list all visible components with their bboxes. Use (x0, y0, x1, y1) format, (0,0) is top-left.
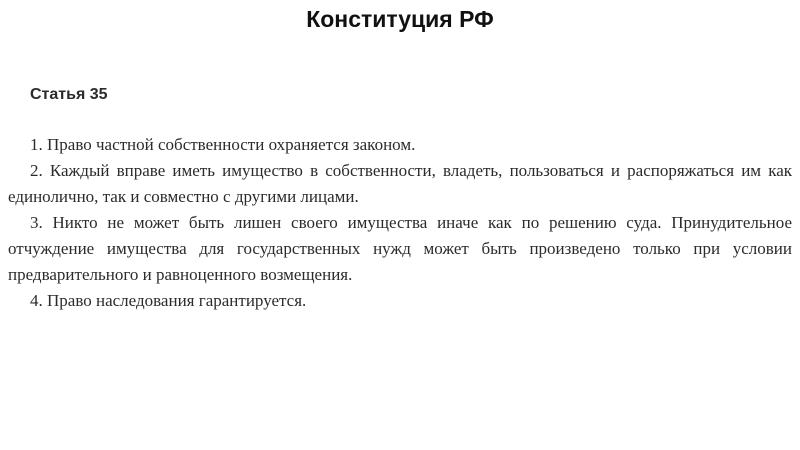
document-title: Конституция РФ (306, 6, 494, 32)
article-paragraph-1: 1. Право частной собственности охраняется законом. (30, 135, 416, 154)
article-paragraph-3: 3. Никто не может быть лишен своего имущества иначе как по решению суда. Принудительное отчуждение имущества для государственных нужд может быть произведено только при условии предварительного и равноценного возмещения. (8, 213, 792, 284)
article-heading: Статья 35 (30, 86, 108, 103)
article-paragraph-4: 4. Право наследования гарантируется. (30, 291, 307, 310)
article-paragraph-2: 2. Каждый вправе иметь имущество в собственности, владеть, пользоваться и распоряжаться им как единолично, так и совместно с другими лицами. (8, 161, 792, 206)
article-body (8, 132, 792, 314)
